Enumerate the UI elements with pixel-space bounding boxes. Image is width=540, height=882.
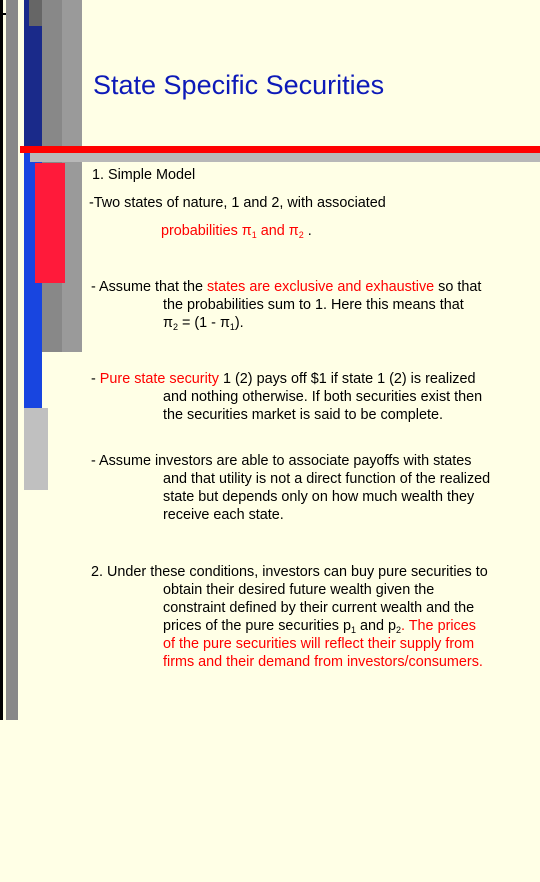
highlight-text: states are exclusive and exhaustive	[206, 279, 435, 295]
text-fragment: probabilities	[161, 223, 242, 239]
text-fragment: . The prices	[401, 618, 476, 634]
page-title: State Specific Securities	[93, 70, 385, 100]
gray-strip	[6, 0, 18, 720]
text-line: constraint defined by their current wealth and the	[163, 600, 475, 616]
text-line	[91, 279, 481, 295]
text-line	[91, 314, 540, 332]
black-edge	[0, 0, 3, 720]
subscript: 1	[251, 230, 257, 240]
gray-cap	[29, 0, 42, 26]
text-line	[91, 371, 475, 387]
text-line: and nothing otherwise. If both securities exist then	[163, 389, 483, 405]
paragraph-investors	[91, 452, 540, 524]
text-line: of the pure securities will reflect their supply from	[163, 636, 475, 652]
text-fragment: so that	[434, 279, 482, 295]
paragraph-pure-security	[91, 370, 540, 424]
text-line: 2. Under these conditions, investors can buy pure securities to	[91, 564, 488, 580]
text-fragment: and	[256, 223, 289, 239]
text-fragment: and p	[356, 618, 397, 634]
text-fragment: ).	[234, 315, 244, 331]
gray-block-light	[62, 0, 82, 352]
text-line: the probabilities sum to 1. Here this means that	[163, 297, 464, 313]
text-fragment: - Assume that the	[91, 279, 207, 295]
light-gray-block	[24, 408, 48, 490]
subscript: 2	[396, 625, 402, 635]
subscript: 2	[298, 230, 304, 240]
highlight-text: Pure state security	[99, 371, 219, 387]
subscript: 2	[172, 322, 178, 332]
red-block	[35, 163, 65, 283]
section-heading-2	[91, 563, 536, 671]
title-rule	[20, 146, 540, 153]
black-tick	[3, 13, 6, 15]
text-line: -Two states of nature, 1 and 2, with associated	[89, 195, 386, 211]
subscript: 1	[350, 625, 356, 635]
paragraph-exclusive	[91, 278, 540, 332]
text-line: receive each state.	[163, 507, 284, 523]
pi-symbol: π	[163, 315, 173, 331]
pi-symbol: π	[241, 223, 252, 239]
section-heading-1: 1. Simple Model	[92, 167, 196, 183]
text-line: firms and their demand from investors/consumers.	[163, 654, 483, 670]
text-line	[91, 617, 536, 635]
text-line: and that utility is not a direct function of the realized	[163, 471, 491, 487]
text-fragment: 1 (2) pays off $1 if state 1 (2) is realized	[218, 371, 476, 387]
pi-symbol: π	[288, 223, 299, 239]
paragraph-states	[89, 194, 539, 240]
text-fragment: -	[91, 371, 100, 387]
text-line: state but depends only on how much wealth they	[163, 489, 475, 505]
text-fragment: = (1 - π	[177, 315, 230, 331]
text-fragment: .	[303, 223, 312, 239]
text-line: - Assume investors are able to associate payoffs with states	[91, 453, 472, 469]
text-line	[89, 222, 539, 240]
text-line: the securities market is said to be complete.	[163, 407, 443, 423]
subscript: 1	[229, 322, 235, 332]
text-fragment: prices of the pure securities p	[163, 618, 351, 634]
text-line: obtain their desired future wealth given the	[163, 582, 435, 598]
